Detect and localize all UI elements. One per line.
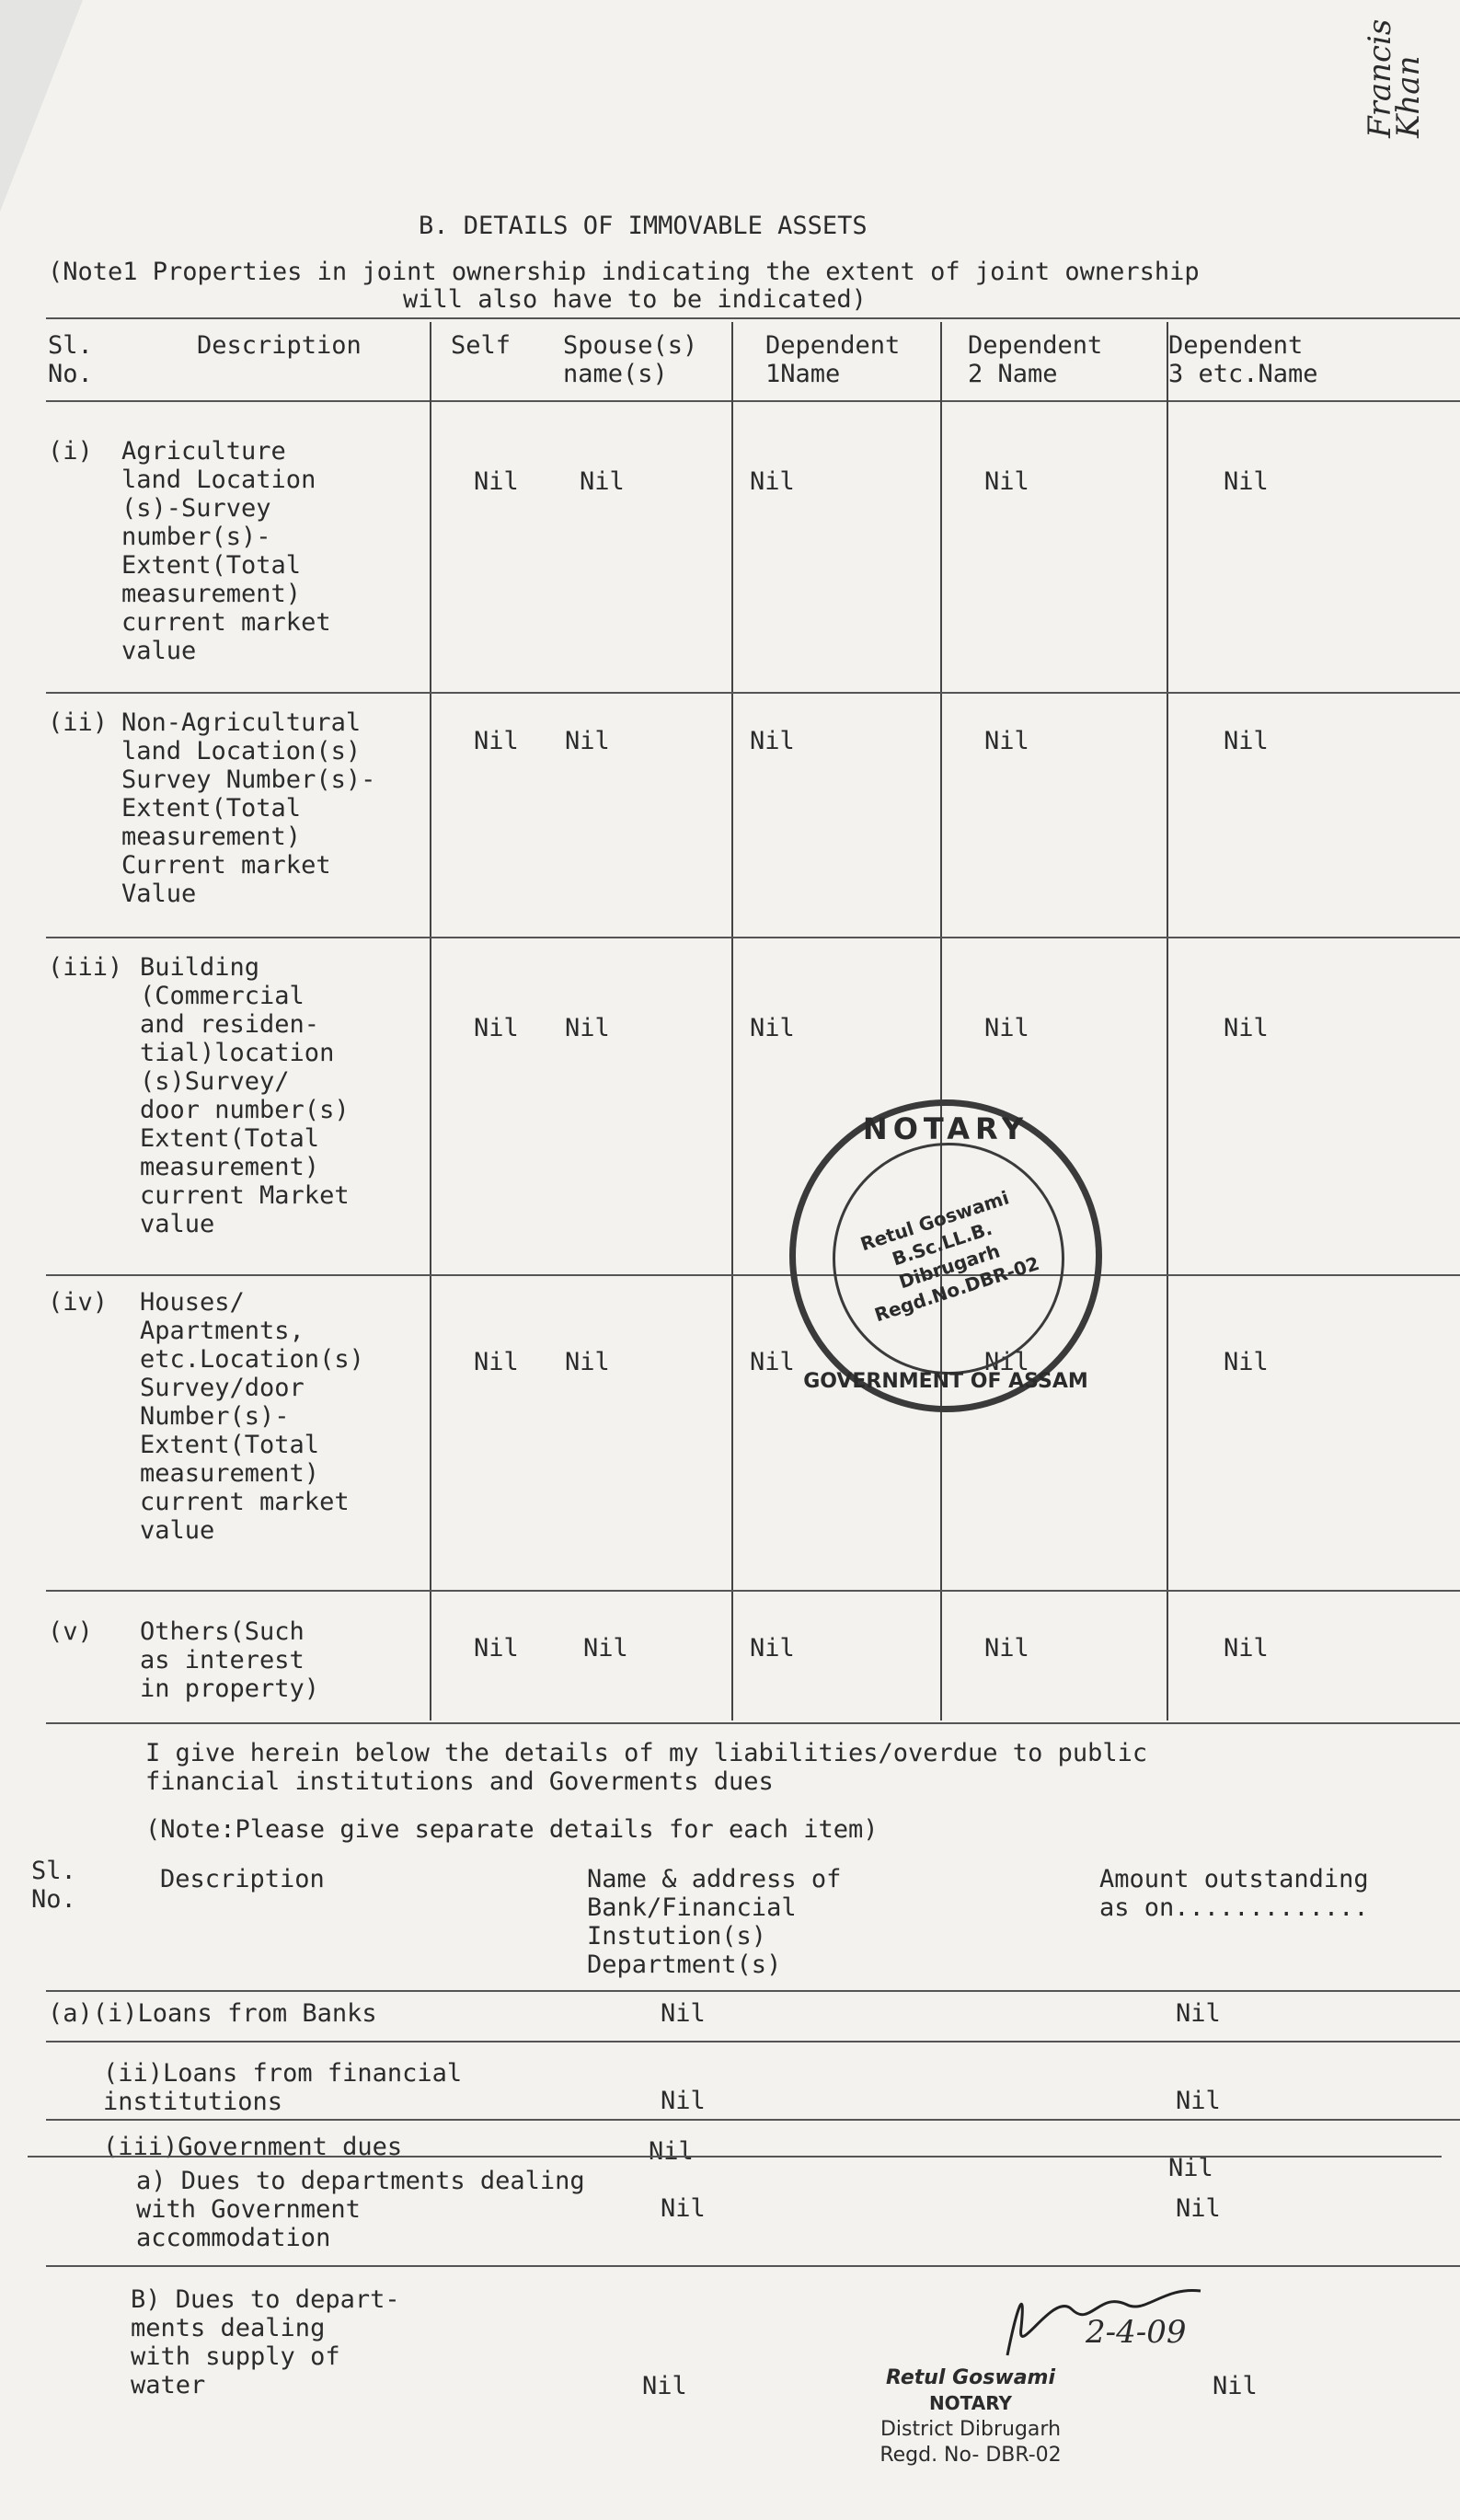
col-sl-no: Sl. No. xyxy=(48,331,93,388)
liab-row-rule xyxy=(28,2156,1442,2158)
cell-dependent-1: Nil xyxy=(750,1634,795,1663)
cell-dependent-3: Nil xyxy=(1224,1348,1269,1376)
col-self: Self xyxy=(451,331,512,360)
cell-dependent-2: Nil xyxy=(984,467,1029,496)
liab-row-label: (a)(i)Loans from Banks xyxy=(48,1999,377,2028)
col-dependent-2: Dependent 2 Name xyxy=(968,331,1103,388)
liab-row-rule xyxy=(46,2041,1460,2042)
seal-title: NOTARY xyxy=(928,2392,1013,2414)
row-number: (v) xyxy=(48,1617,93,1646)
liab-row-name: Nil xyxy=(642,2372,687,2400)
cell-spouse: Nil xyxy=(583,1634,628,1663)
column-line xyxy=(1167,322,1168,1720)
liab-row-amount: Nil xyxy=(1213,2372,1258,2400)
liab-row-amount: Nil xyxy=(1176,2194,1221,2223)
seal-district: District Dibrugarh xyxy=(879,2418,1062,2441)
liab-row-amount: Nil xyxy=(1176,1999,1221,2028)
liab-header-rule xyxy=(46,1990,1460,1992)
row-rule xyxy=(46,1274,1460,1276)
seal-registration: Regd. No- DBR-02 xyxy=(879,2444,1062,2467)
cell-spouse: Nil xyxy=(565,1348,610,1376)
col-dependent-3: Dependent 3 etc.Name xyxy=(1168,331,1318,388)
column-line xyxy=(731,322,733,1720)
cell-dependent-1: Nil xyxy=(750,1014,795,1042)
col-spouse: Spouse(s) name(s) xyxy=(563,331,698,388)
notary-stamp xyxy=(789,1099,1102,1412)
liab-col-bank: Name & address of Bank/Financial Instution(s) Department(s) xyxy=(587,1865,842,1979)
row-description: Agriculture land Location (s)-Survey number(s)- Extent(Total measurement) current market value xyxy=(121,437,331,665)
liab-row-amount: Nil xyxy=(1176,2087,1221,2115)
liabilities-intro: I give herein below the details of my liabilities/overdue to public financial institutions and Goverments dues xyxy=(145,1739,1148,1796)
cell-dependent-2: Nil xyxy=(984,727,1029,755)
cell-spouse: Nil xyxy=(580,467,625,496)
row-rule xyxy=(46,692,1460,694)
cell-dependent-3: Nil xyxy=(1224,727,1269,755)
cell-dependent-3: Nil xyxy=(1224,467,1269,496)
row-number: (i) xyxy=(48,437,93,466)
liab-col-sl-no: Sl. No. xyxy=(31,1857,76,1914)
note-line-2: will also have to be indicated) xyxy=(403,285,867,314)
liab-row-name: Nil xyxy=(649,2137,694,2166)
row-rule xyxy=(46,1590,1460,1592)
stamp-bottom-text: GOVERNMENT OF ASSAM xyxy=(803,1370,1088,1393)
cell-spouse: Nil xyxy=(565,727,610,755)
stamp-center-text: Retul Goswami B.Sc.LL.B. Dibrugarh Regd.No.DBR-02 xyxy=(857,1186,1042,1327)
cell-self: Nil xyxy=(474,1634,519,1663)
cell-self: Nil xyxy=(474,1014,519,1042)
note-line-1: (Note1 Properties in joint ownership indicating the extent of joint ownership xyxy=(48,258,1200,286)
liab-col-description: Description xyxy=(160,1865,325,1893)
liab-row-rule xyxy=(46,2265,1460,2267)
cell-dependent-2: Nil xyxy=(984,1634,1029,1663)
liabilities-note: (Note:Please give separate details for each item) xyxy=(145,1815,879,1844)
row-description: Building (Commercial and residen- tial)location (s)Survey/ door number(s) Extent(Total measurement) current Market value xyxy=(140,953,350,1238)
cell-self: Nil xyxy=(474,1348,519,1376)
cell-dependent-1: Nil xyxy=(750,727,795,755)
cell-dependent-3: Nil xyxy=(1224,1014,1269,1042)
liab-row-rule xyxy=(46,2119,1460,2121)
cell-dependent-1: Nil xyxy=(750,1348,795,1376)
row-rule xyxy=(46,937,1460,938)
row-description: Houses/ Apartments, etc.Location(s) Survey/door Number(s)- Extent(Total measurement) current market value xyxy=(140,1288,364,1545)
cell-dependent-1: Nil xyxy=(750,467,795,496)
seal-name: Retul Goswami xyxy=(885,2366,1056,2389)
folded-corner xyxy=(0,0,83,212)
stamp-top-text: NOTARY xyxy=(862,1111,1029,1146)
row-description: Non-Agricultural land Location(s) Survey Number(s)- Extent(Total measurement) Current market Value xyxy=(121,708,376,908)
row-description: Others(Such as interest in property) xyxy=(140,1617,320,1703)
col-description: Description xyxy=(197,331,362,360)
liab-row-label: (iii)Government dues xyxy=(103,2133,403,2161)
cell-self: Nil xyxy=(474,727,519,755)
liab-col-amount: Amount outstanding as on............. xyxy=(1099,1865,1369,1922)
row-number: (iv) xyxy=(48,1288,109,1317)
signature-date: 2-4-09 xyxy=(1086,2314,1187,2351)
liab-row-label: a) Dues to departments dealing with Government accommodation xyxy=(136,2167,585,2252)
liab-row-amount: Nil xyxy=(1168,2154,1213,2182)
table-bottom-rule xyxy=(46,1722,1460,1724)
liab-row-name: Nil xyxy=(661,1999,706,2028)
col-dependent-1: Dependent 1Name xyxy=(765,331,901,388)
column-line xyxy=(430,322,431,1720)
cell-dependent-2: Nil xyxy=(984,1348,1029,1376)
table-header-rule xyxy=(46,400,1460,402)
row-number: (ii) xyxy=(48,708,109,737)
column-line xyxy=(940,322,942,1720)
cell-spouse: Nil xyxy=(565,1014,610,1042)
liab-row-name: Nil xyxy=(661,2087,706,2115)
liab-row-label: B) Dues to depart- ments dealing with supply of water xyxy=(131,2285,400,2399)
liab-row-label: (ii)Loans from financial institutions xyxy=(103,2059,463,2116)
table-top-rule xyxy=(46,317,1460,319)
handwritten-name: Francis Khan xyxy=(1362,18,1427,138)
liab-row-name: Nil xyxy=(661,2194,706,2223)
cell-dependent-3: Nil xyxy=(1224,1634,1269,1663)
page-title: B. DETAILS OF IMMOVABLE ASSETS xyxy=(419,212,868,240)
row-number: (iii) xyxy=(48,953,123,982)
cell-dependent-2: Nil xyxy=(984,1014,1029,1042)
cell-self: Nil xyxy=(474,467,519,496)
